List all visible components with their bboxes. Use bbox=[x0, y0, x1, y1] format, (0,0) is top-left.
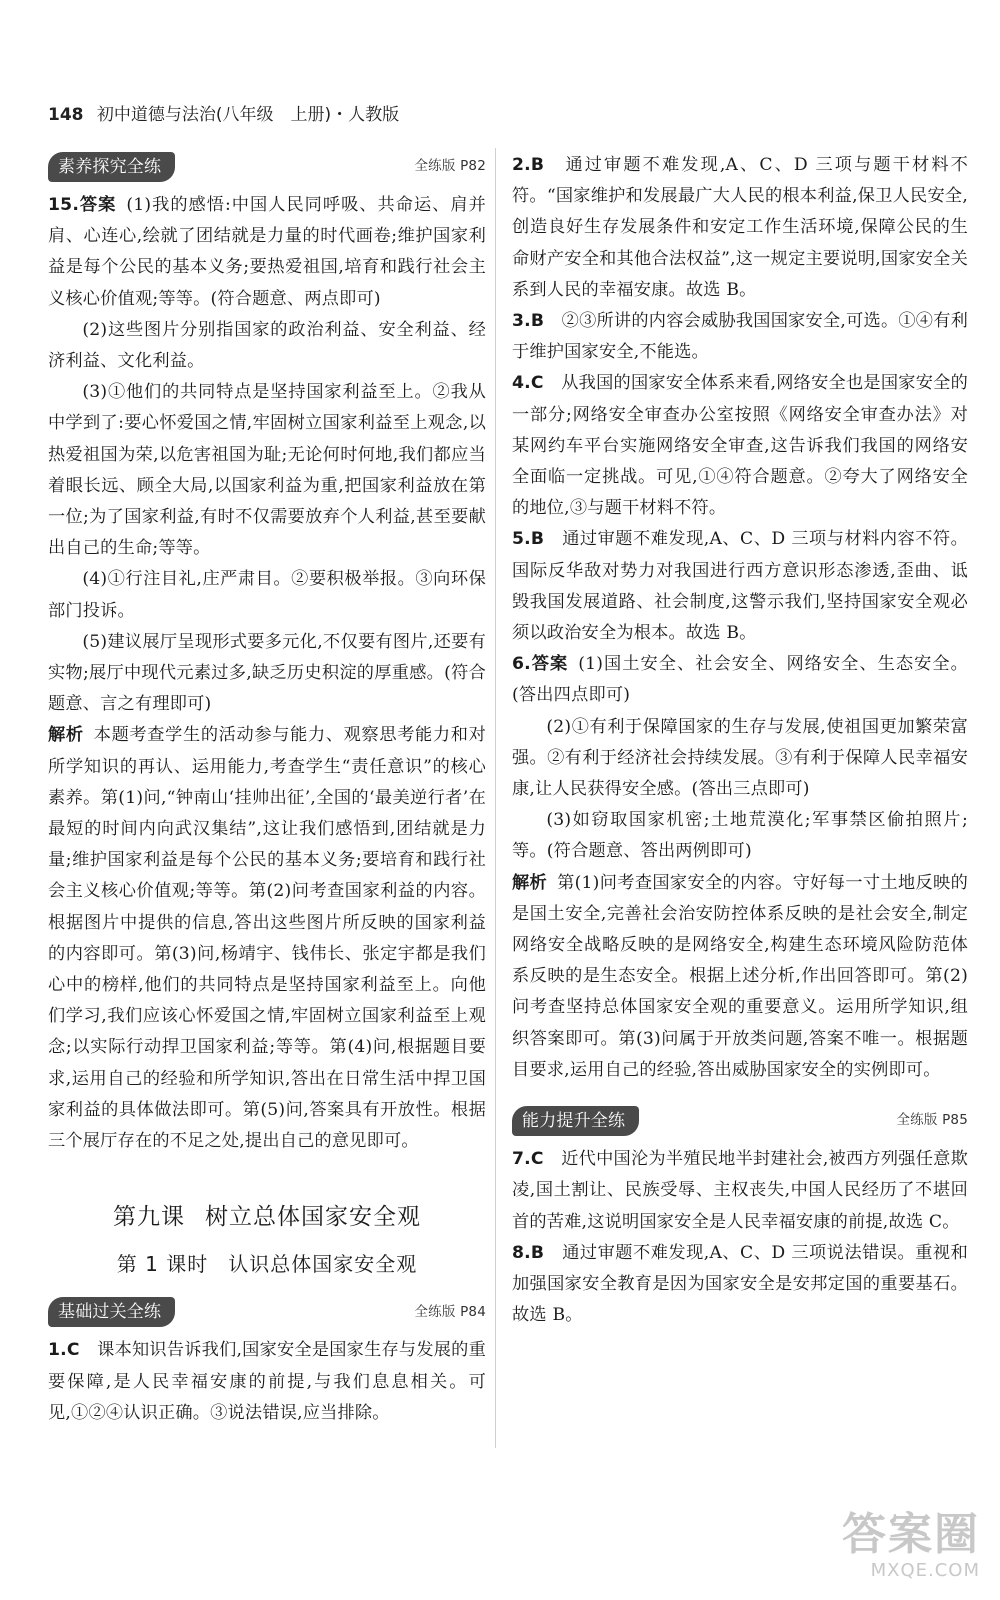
section-header bbox=[48, 1295, 486, 1329]
section-page-ref: 全练版 P82 bbox=[414, 158, 486, 175]
analysis-tag: 解析 bbox=[512, 872, 548, 893]
watermark-logo: 答案圈 bbox=[842, 1509, 980, 1560]
column-divider bbox=[495, 148, 496, 1448]
question-5-answer bbox=[512, 524, 968, 649]
watermark-url: MXQE.COM bbox=[870, 1560, 980, 1581]
question-8-answer bbox=[512, 1238, 968, 1332]
answer-part-2: (2)这些图片分别指国家的政治利益、安全利益、经济利益、文化利益。 bbox=[48, 319, 486, 372]
answer-part-5: (5)建议展厅呈现形式要多元化,不仅要有图片,还要有实物;展厅中现代元素过多,缺乏历史积淀的厚重感。(符合题意、言之有理即可) bbox=[48, 631, 486, 715]
question-15-answer bbox=[48, 190, 486, 315]
answer-text: 通过审题不难发现,A、C、D 三项说法错误。重视和加强国家安全教育是因为国家安全是安邦定国的重要基石。故选 B。 bbox=[512, 1242, 969, 1326]
question-4-answer bbox=[512, 368, 968, 524]
answer-tag: 答案 bbox=[79, 195, 117, 215]
answer-text: ②③所讲的内容会威胁我国国家安全,可选。①④有利于维护国家安全,不能选。 bbox=[512, 311, 969, 363]
section-page-ref: 全练版 P85 bbox=[896, 1112, 968, 1129]
question-7-answer bbox=[512, 1144, 968, 1238]
period-name: 认识总体国家安全观 bbox=[228, 1252, 418, 1277]
section-header bbox=[512, 1104, 968, 1138]
answer-text: 通过审题不难发现,A、C、D 三项与题干材料不符。“国家维护和发展最广大人民的根本利益,保卫人民安全,创造良好生存发展条件和安定工作生活环境,保障公民的生命财产安全和其他合法权益”,这一规定主要说明,国家安全关系到人民的幸福安康。故选 B。 bbox=[512, 155, 969, 300]
lesson-subtitle bbox=[48, 1247, 486, 1281]
question-number: 8.B bbox=[512, 1242, 545, 1263]
question-number: 6. bbox=[512, 654, 531, 675]
answer-part-3: (3)如窃取国家机密;土地荒漠化;军事禁区偷拍照片;等。(符合题意、答出两例即可) bbox=[512, 810, 968, 862]
question-2-answer bbox=[512, 150, 968, 306]
section-header bbox=[48, 150, 486, 184]
analysis-text: 本题考查学生的活动参与能力、观察思考能力和对所学知识的再认、运用能力,考查学生“责任意识”的核心素养。第(1)问,“钟南山‘挂帅出征’,全国的‘最美逆行者’在最短的时间内向武汉集结”,这让我们感悟到,团结就是力量;维护国家利益是每个公民的基本义务;要培育和践行社会主义核心价值观;等等。第(2)问考查国家利益的内容。根据图片中提供的信息,答出这些图片所反映的国家利益的内容即可。第(3)问,杨靖宇、钱伟长、张定宇都是我们心中的榜样,他们的共同特点是坚持国家利益至上。向他们学习,我们应该心怀爱国之情,牢固树立国家利益至上观念;以实际行动捍卫国家利益;等等。第(4)问,根据题目要求,运用自己的经验和所学知识,答出在日常生活中捍卫国家利益的具体做法即可。第(5)问,答案具有开放性。根据三个展厅存在的不足之处,提出自己的意见即可。 bbox=[48, 725, 487, 1152]
question-1-answer bbox=[48, 1335, 486, 1429]
answer-text: 课本知识告诉我们,国家安全是国家生存与发展的重要保障,是人民幸福安康的前提,与我们息息相关。可见,①②④认识正确。③说法错误,应当排除。 bbox=[48, 1340, 486, 1423]
answer-text: 从我国的国家安全体系来看,网络安全也是国家安全的一部分;网络安全审查办公室按照《网络安全审查办法》对某网约车平台实施网络安全审查,这告诉我们我国的网络安全面临一定挑战。可见,①④符合题意。②夸大了网络安全的地位,③与题干材料不符。 bbox=[512, 373, 969, 519]
question-number: 5.B bbox=[512, 529, 545, 550]
question-6-answer bbox=[512, 649, 968, 711]
right-column bbox=[512, 150, 968, 1331]
site-watermark bbox=[800, 1510, 980, 1590]
page-header bbox=[48, 100, 399, 125]
section-page-ref: 全练版 P84 bbox=[414, 1303, 486, 1320]
question-number: 3.B bbox=[512, 311, 545, 332]
answer-part-1: (1)国土安全、社会安全、网络安全、生态安全。(答出四点即可) bbox=[512, 654, 968, 706]
book-title: 初中道德与法治(八年级 上册)・人教版 bbox=[96, 105, 400, 125]
question-number: 15. bbox=[48, 195, 80, 215]
answer-part-3: (3)①他们的共同特点是坚持国家利益至上。②我从中学到了:要心怀爱国之情,牢固树立国家利益至上观念,以热爱祖国为荣,以危害祖国为耻;无论何时何地,我们都应当着眼长远、顾全大局,以国家利益为重,把国家利益放在第一位;为了国家利益,有时不仅需要放弃个人利益,甚至要献出自己的生命;等等。 bbox=[48, 382, 486, 559]
section-badge: 素养探究全练 bbox=[48, 152, 175, 182]
lesson-number: 第九课 bbox=[113, 1204, 185, 1231]
answer-part-1: (1)我的感悟:中国人民同呼吸、共命运、肩并肩、心连心,绘就了团结就是力量的时代画卷;维护国家利益是每个公民的基本义务;要热爱祖国,培育和践行社会主义核心价值观;等等。(符合题意、两点即可) bbox=[48, 195, 486, 309]
answer-tag: 答案 bbox=[530, 654, 569, 675]
answer-text: 通过审题不难发现,A、C、D 三项与材料内容不符。国际反华敌对势力对我国进行西方意识形态渗透,歪曲、诋毁我国发展道路、社会制度,这警示我们,坚持国家安全观必须以政治安全为根本。故选 B。 bbox=[512, 529, 969, 644]
question-number: 4.C bbox=[512, 373, 544, 394]
section-badge: 能力提升全练 bbox=[512, 1106, 639, 1136]
analysis-text: 第(1)问考查国家安全的内容。守好每一寸土地反映的是国土安全,完善社会治安防控体系反映的是社会安全,制定网络安全战略反映的是网络安全,构建生态环境风险防范体系反映的是生态安全。根据上述分析,作出回答即可。第(2)问考查坚持总体国家安全观的重要意义。运用所学知识,组织答案即可。第(3)问属于开放类问题,答案不唯一。根据题目要求,运用自己的经验,答出威胁国家安全的实例即可。 bbox=[512, 872, 968, 1080]
analysis-paragraph bbox=[48, 720, 486, 1157]
period-number: 第 1 课时 bbox=[116, 1252, 209, 1277]
answer-part-4: (4)①行注目礼,庄严肃目。②要积极举报。③向环保部门投诉。 bbox=[48, 569, 486, 621]
answer-text: 近代中国沦为半殖民地半封建社会,被西方列强任意欺凌,国土割让、民族受辱、主权丧失,中国人民经历了不堪回首的苦难,这说明国家安全是人民幸福安康的前提,故选 C。 bbox=[512, 1149, 969, 1232]
question-3-answer bbox=[512, 306, 968, 368]
left-column bbox=[48, 150, 486, 1429]
question-number: 1.C bbox=[48, 1340, 80, 1361]
analysis-paragraph bbox=[512, 868, 968, 1086]
question-number: 2.B bbox=[512, 155, 545, 175]
lesson-name: 树立总体国家安全观 bbox=[205, 1204, 421, 1231]
section-badge: 基础过关全练 bbox=[48, 1297, 175, 1327]
answer-part-2: (2)①有利于保障国家的生存与发展,使祖国更加繁荣富强。②有利于经济社会持续发展。③有利于保障人民幸福安康,让人民获得安全感。(答出三点即可) bbox=[512, 716, 968, 800]
question-number: 7.C bbox=[512, 1149, 544, 1170]
lesson-title bbox=[48, 1197, 486, 1237]
page-number: 148 bbox=[48, 105, 84, 125]
analysis-tag: 解析 bbox=[48, 725, 84, 746]
